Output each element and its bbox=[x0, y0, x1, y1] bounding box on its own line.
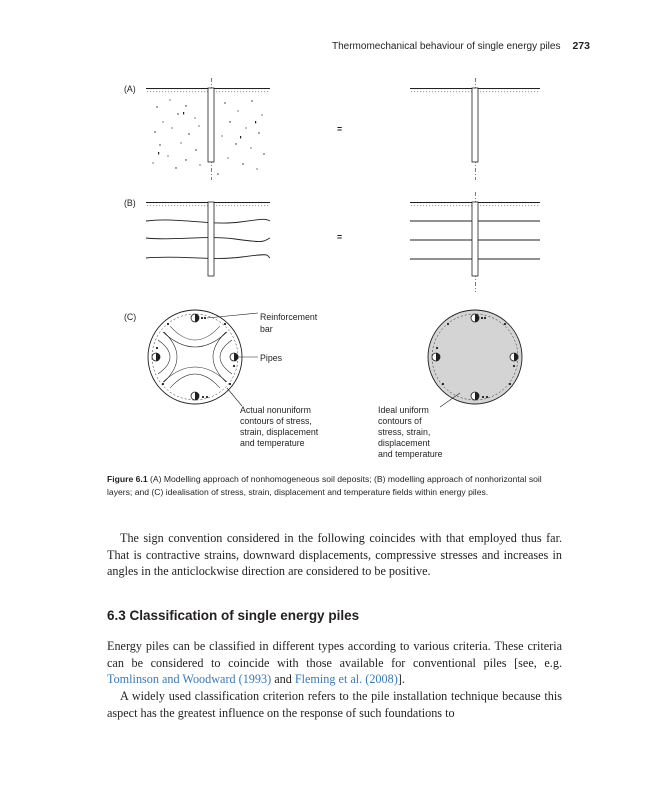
running-header bbox=[332, 40, 590, 52]
right-note-3: stress, strain, bbox=[378, 427, 431, 437]
pile-cross-section-left bbox=[148, 310, 258, 406]
panel-a-label: (A) bbox=[124, 84, 136, 94]
equals-b: = bbox=[337, 232, 343, 242]
label-pipes: Pipes bbox=[260, 353, 283, 363]
panel-b-label: (B) bbox=[124, 198, 136, 208]
right-note-1: Ideal uniform bbox=[378, 405, 429, 415]
panel-a-right bbox=[410, 78, 540, 180]
p2-text-before: Energy piles can be classified in different types according to various criteria. These criteria can be considered to coincide with those available for conventional piles [see, e.g. bbox=[107, 639, 562, 670]
left-note-2: contours of stress, bbox=[240, 416, 312, 426]
p2-text-after: ]. bbox=[397, 672, 405, 687]
section-heading: 6.3 Classification of single energy piles bbox=[107, 608, 360, 623]
equals-a: = bbox=[337, 124, 343, 134]
panel-c-label: (C) bbox=[124, 312, 137, 322]
paragraph-sign-convention: The sign convention considered in the following coincides with that employed thus far. That is contractive strains, downward displacements, compressive stresses and increases in angles in the anticlockwise direction are considered to be positive. bbox=[107, 531, 562, 579]
right-note-2: contours of bbox=[378, 416, 422, 426]
p2-and: and bbox=[271, 672, 295, 687]
running-title: Thermomechanical behaviour of single energy piles bbox=[332, 41, 561, 52]
figure-6-1 bbox=[0, 70, 648, 470]
figure-caption bbox=[107, 473, 562, 499]
ref-fleming[interactable]: Fleming et al. (2008) bbox=[294, 672, 398, 687]
page-number: 273 bbox=[572, 40, 590, 52]
paragraph-classification bbox=[107, 638, 562, 688]
pile-cross-section-right bbox=[428, 310, 522, 407]
ref-tomlinson-woodward[interactable]: Tomlinson and Woodward (1993) bbox=[107, 672, 272, 687]
panel-b-left bbox=[146, 202, 270, 276]
left-note-3: strain, displacement bbox=[240, 427, 319, 437]
figure-label: Figure 6.1 bbox=[107, 474, 148, 484]
label-reinforcement-line2: bar bbox=[260, 324, 273, 334]
panel-b-right bbox=[410, 192, 540, 292]
right-note-4: displacement bbox=[378, 438, 430, 448]
right-note-5: and temperature bbox=[378, 449, 443, 459]
panel-a-left bbox=[146, 78, 270, 180]
caption-text: (A) Modelling approach of nonhomogeneous soil deposits; (B) modelling approach of nonhorizontal soil layers; and (C) idealisation of stress, strain, displacement and temperature fields within energy piles. bbox=[107, 474, 542, 497]
label-reinforcement-line1: Reinforcement bbox=[260, 312, 318, 322]
paragraph-installation: A widely used classification criterion refers to the pile installation technique because this aspect has the greatest influence on the response of such foundations to bbox=[107, 689, 562, 720]
left-note-1: Actual nonuniform bbox=[240, 405, 311, 415]
left-note-4: and temperature bbox=[240, 438, 305, 448]
